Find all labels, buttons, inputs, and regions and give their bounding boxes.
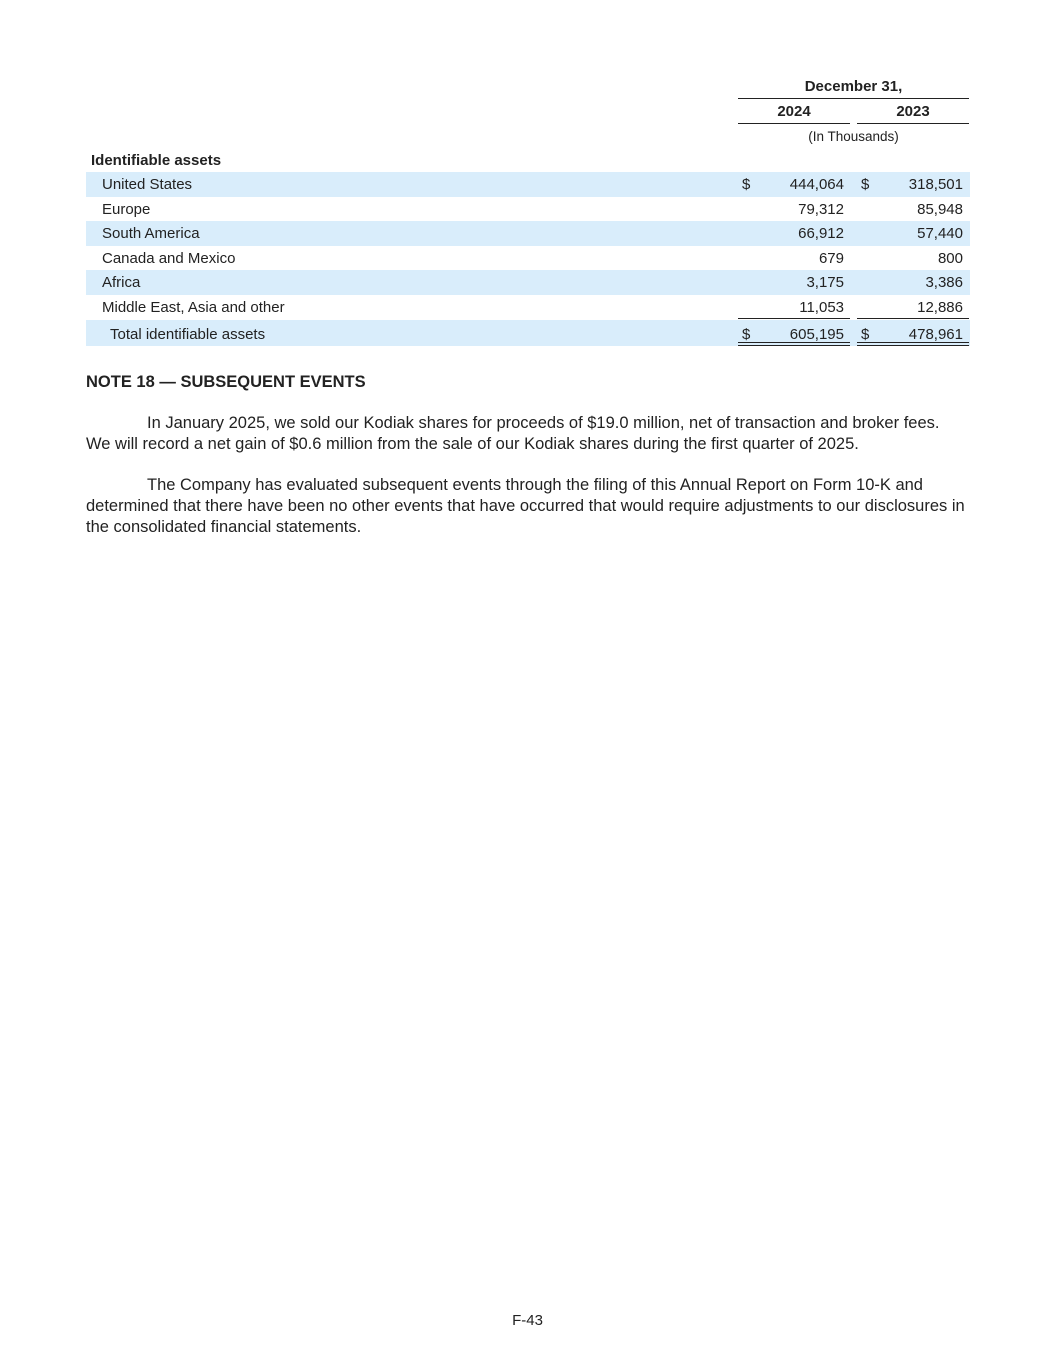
note-title: NOTE 18 — SUBSEQUENT EVENTS — [86, 373, 366, 391]
value-2024: 3,175 — [806, 274, 844, 291]
note-paragraph: In January 2025, we sold our Kodiak shares for proceeds of $19.0 million, net of transaction and broker fees. We will record a net gain of $0.6 million from the sale of our Kodiak shares during the first quarter of 2025. — [86, 414, 940, 453]
page-number: F-43 — [512, 1312, 543, 1329]
total-double-underline — [738, 342, 850, 346]
currency-symbol: $ — [861, 176, 870, 193]
table-row — [86, 246, 970, 271]
value-2023: 800 — [937, 249, 963, 267]
value-2023: 3,386 — [925, 274, 963, 291]
section-label: Identifiable assets — [91, 152, 222, 169]
subtotal-underline — [738, 318, 850, 319]
row-label: Canada and Mexico — [102, 249, 236, 267]
currency-symbol: $ — [742, 326, 751, 343]
note-paragraph: The Company has evaluated subsequent events through the filing of this Annual Report on Form 10-K and determined that there have been no other events that have occurred that would require adjustments to our disclosures in the consolidated financial statements. — [86, 476, 965, 536]
table-row — [86, 221, 970, 246]
value-2024: 79,312 — [798, 200, 844, 218]
table-row — [86, 295, 970, 320]
currency-symbol: $ — [742, 176, 751, 193]
table-row — [86, 270, 970, 295]
total-label: Total identifiable assets — [110, 326, 266, 343]
row-label: Africa — [102, 274, 141, 291]
subtotal-underline — [857, 318, 969, 319]
row-label: Europe — [102, 200, 151, 218]
units-label: (In Thousands) — [808, 129, 899, 144]
value-2023: 57,440 — [917, 225, 963, 242]
total-value-2023: 478,961 — [908, 326, 963, 343]
row-label: Middle East, Asia and other — [102, 298, 285, 316]
currency-symbol: $ — [861, 326, 870, 343]
row-label: South America — [102, 225, 200, 242]
value-2024: 66,912 — [798, 225, 844, 242]
value-2024: 444,064 — [789, 176, 844, 193]
value-2023: 12,886 — [917, 298, 963, 316]
value-2023: 318,501 — [908, 176, 963, 193]
period-header: December 31, — [738, 78, 969, 99]
row-label: United States — [102, 176, 193, 193]
table-row — [86, 197, 970, 222]
value-2023: 85,948 — [917, 200, 963, 218]
value-2024: 11,053 — [799, 298, 844, 316]
table-row — [86, 172, 970, 197]
value-2024: 679 — [818, 249, 844, 267]
total-value-2024: 605,195 — [789, 326, 844, 343]
year-header-2024: 2024 — [738, 103, 850, 124]
year-header-2023: 2023 — [857, 103, 969, 124]
total-double-underline — [857, 342, 969, 346]
